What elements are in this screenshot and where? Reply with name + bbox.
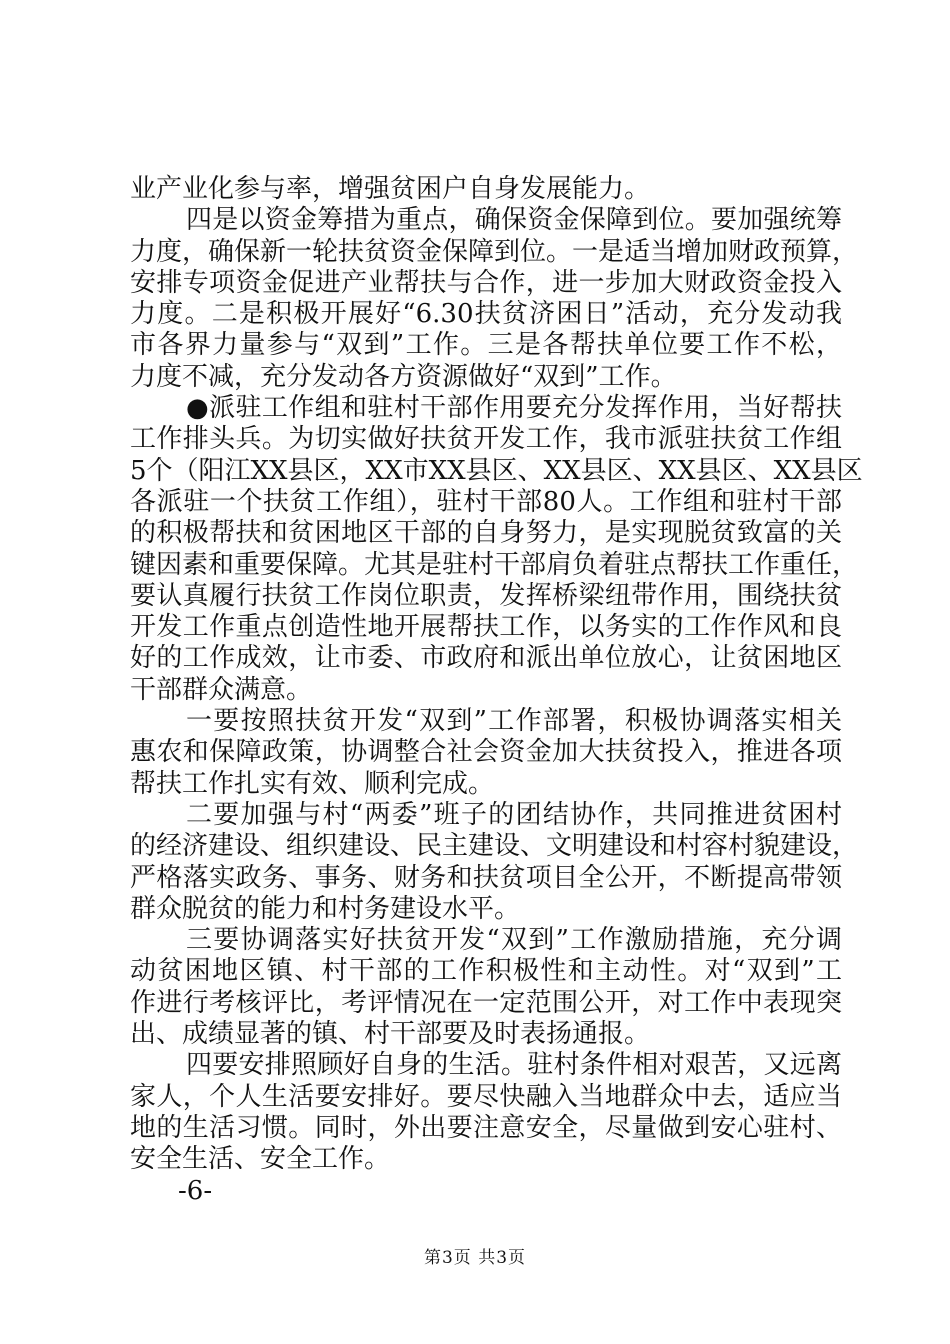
text-line: 一要按照扶贫开发“双到”工作部署，积极协调落实相关 — [186, 706, 842, 737]
text-line: 力度。二是积极开展好“6.30扶贫济困日”活动，充分发动我 — [130, 299, 842, 330]
text-line: 力度，确保新一轮扶贫资金保障到位。一是适当增加财政预算， — [130, 236, 859, 267]
text-line: 5个（阳江XX县区，XX市XX县区、XX县区、XX县区、XX县区 — [130, 455, 863, 486]
text-line: 的积极帮扶和贫困地区干部的自身努力，是实现脱贫致富的关 — [130, 518, 842, 549]
text-line: 作进行考核评比，考评情况在一定范围公开，对工作中表现突 — [130, 987, 842, 1018]
paragraph — [130, 393, 863, 706]
text-line: 家人，个人生活要安排好。要尽快融入当地群众中去，适应当 — [130, 1081, 842, 1112]
text-line: 动贫困地区镇、村干部的工作积极性和主动性。对“双到”工 — [130, 956, 842, 987]
text-line: 要认真履行扶贫工作岗位职责，发挥桥梁纽带作用，围绕扶贫 — [130, 580, 842, 611]
text-line: 四要安排照顾好自身的生活。驻村条件相对艰苦，又远离 — [186, 1050, 842, 1081]
text-line: 干部群众满意。 — [130, 674, 313, 705]
text-line: 帮扶工作扎实有效、顺利完成。 — [130, 768, 495, 799]
text-line: 地的生活习惯。同时，外出要注意安全，尽量做到安心驻村、 — [130, 1112, 842, 1143]
text-line: 严格落实政务、事务、财务和扶贫项目全公开，不断提高带领 — [130, 862, 842, 893]
text-line: 好的工作成效，让市委、市政府和派出单位放心，让贫困地区 — [130, 643, 842, 674]
paragraph — [130, 174, 842, 205]
text-line: 市各界力量参与“双到”工作。三是各帮扶单位要工作不松， — [130, 330, 842, 361]
paragraph — [130, 925, 842, 1050]
text-line: 群众脱贫的能力和村务建设水平。 — [130, 893, 521, 924]
text-line: 业产业化参与率，增强贫困户自身发展能力。 — [130, 174, 651, 204]
text-line: 三要协调落实好扶贫开发“双到”工作激励措施，充分调 — [186, 925, 842, 956]
text-line: 惠农和保障政策，协调整合社会资金加大扶贫投入，推进各项 — [130, 737, 842, 768]
text-line: 各派驻一个扶贫工作组），驻村干部80人。工作组和驻村干部 — [130, 486, 842, 517]
text-line: 工作排头兵。为切实做好扶贫开发工作，我市派驻扶贫工作组 — [130, 424, 842, 455]
text-line: 出、成绩显著的镇、村干部要及时表扬通报。 — [130, 1019, 651, 1050]
paragraph — [130, 205, 859, 393]
text-line: 键因素和重要保障。尤其是驻村干部肩负着驻点帮扶工作重任， — [130, 549, 859, 580]
paragraph — [130, 1050, 842, 1175]
text-line: ●派驻工作组和驻村干部作用要充分发挥作用，当好帮扶 — [186, 393, 842, 424]
paragraph — [130, 706, 842, 800]
text-line: 安排专项资金促进产业帮扶与合作，进一步加大财政资金投入 — [130, 267, 842, 298]
document-body — [130, 174, 863, 1176]
text-line: 四是以资金筹措为重点，确保资金保障到位。要加强统筹 — [186, 205, 842, 236]
text-line: 力度不减，充分发动各方资源做好“双到”工作。 — [130, 361, 677, 392]
page-footer: 第3页 共3页 — [423, 1248, 527, 1268]
text-line: 开发工作重点创造性地开展帮扶工作，以务实的工作作风和良 — [130, 612, 842, 643]
text-line: 的经济建设、组织建设、民主建设、文明建设和村容村貌建设， — [130, 831, 859, 862]
inline-page-number: -6- — [178, 1176, 213, 1206]
text-line: 二要加强与村“两委”班子的团结协作，共同推进贫困村 — [186, 799, 842, 830]
text-line: 安全生活、安全工作。 — [130, 1144, 391, 1175]
paragraph — [130, 799, 859, 925]
